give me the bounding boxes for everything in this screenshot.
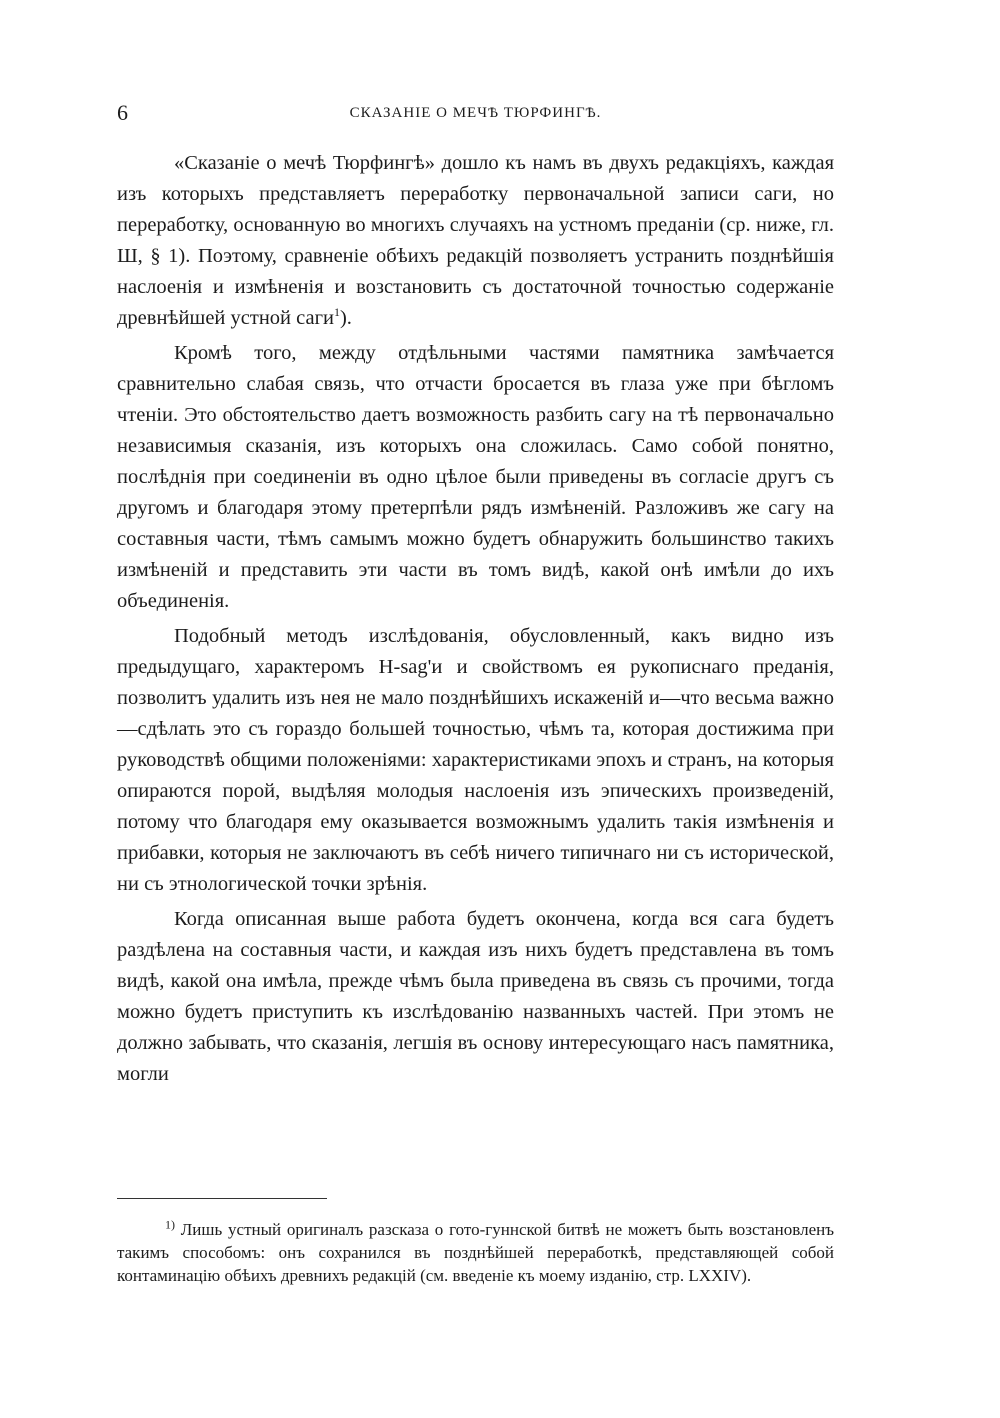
paragraph-2: Кромѣ того, между отдѣльными частями памятника замѣчается сравнительно слабая связь, что отчасти бросается въ глаза уже при бѣгломъ чтеніи. Это обстоятельство даетъ возможность разбить сагу на тѣ первоначально независимыя сказанія, изъ которыхъ она сложилась. Само собой понятно, послѣднія при соединеніи въ одно цѣлое были приведены въ согласіе другъ съ другомъ и благодаря этому претерпѣли рядъ измѣненій. Разложивъ же сагу на составныя части, тѣмъ самымъ можно будетъ обнаружить большинство такихъ измѣненій и представить эти части въ томъ видѣ, какой онѣ имѣли до ихъ объединенія. <box>117 342 834 612</box>
paragraph-1-text: «Сказаніе о мечѣ Тюрфингѣ» дошло къ намъ въ двухъ редакціяхъ, каждая изъ которыхъ представляетъ переработку первоначальной записи саги, но переработку, основанную во многихъ случаяхъ на устномъ преданіи (ср. ниже, гл. Ш, § 1). Поэтому, сравненіе обѣихъ редакцій позволяетъ устранить позднѣйшія наслоенія и измѣненія и возстановить съ достаточной точностью содержаніе древнѣйшей устной саги <box>117 152 834 329</box>
footnote-divider <box>117 1198 327 1199</box>
body-text <box>117 148 834 1094</box>
paragraph-1-tail: ). <box>339 307 352 329</box>
paragraph-4: Когда описанная выше работа будетъ окончена, когда вся сага будетъ раздѣлена на составныя части, и каждая изъ нихъ будетъ представлена въ томъ видѣ, какой она имѣла, прежде чѣмъ была приведена въ связь съ прочими, тогда можно будетъ приступить къ изслѣдованію названныхъ частей. При этомъ не должно забывать, что сказанія, легшія въ основу интересующаго насъ памятника, могли <box>117 908 834 1085</box>
footnote-marker: 1) <box>165 1217 175 1232</box>
page-header <box>117 98 834 128</box>
paragraph-3: Подобный методъ изслѣдованія, обусловленный, какъ видно изъ предыдущаго, характеромъ H-sag'и и свойствомъ ея рукописнаго преданія, позволитъ удалить изъ нея не мало позднѣйшихъ искаженій и—что весьма важно—сдѣлать это съ гораздо большей точностью, чѣмъ та, которая достижима при руководствѣ общими положеніями: характеристиками эпохъ и странъ, на которыя опираются порой, выдѣляя молодыя наслоенія изъ эпическихъ произведеній, потому что благодаря ему оказывается возможнымъ удалить такія измѣненія и прибавки, которыя не заключаютъ въ себѣ ничего типичнаго ни съ исторической, ни съ этнологической точки зрѣнія. <box>117 625 834 895</box>
page-number: 6 <box>117 100 128 125</box>
paragraph-1 <box>117 148 834 334</box>
running-title: СКАЗАНІЕ О МЕЧѢ ТЮРФИНГѢ. <box>349 105 602 121</box>
footnote-reference: 1 <box>333 305 340 320</box>
footnote-text: Лишь устный оригиналъ разсказа о гото-гуннской битвѣ не можетъ быть возстановленъ такимъ способомъ: онъ сохранился въ позднѣйшей переработкѣ, представляющей собой контаминацію обѣихъ древнихъ редакцій (см. введеніе къ моему изданію, стр. LXXIV). <box>117 1220 834 1285</box>
footnote <box>117 1218 834 1287</box>
